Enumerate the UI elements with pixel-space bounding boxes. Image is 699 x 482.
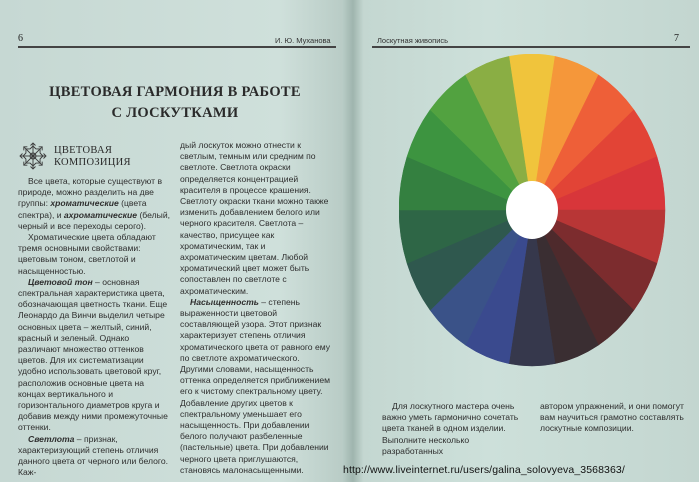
title-line-2: С ЛОСКУТКАМИ <box>111 105 239 121</box>
running-head: И. Ю. Муханова <box>275 36 331 45</box>
paragraph: Для лоскутного мастера очень важно уметь гармонично сочетать цвета тканей в одном изделии. Выполните несколько разработанных <box>382 401 519 456</box>
header-rule <box>18 46 336 48</box>
term-lightness: Светлота <box>28 433 75 444</box>
term-saturation: Насыщенность <box>190 296 259 307</box>
text: (белый, черный и все переходы серого). <box>18 209 171 231</box>
paragraph <box>18 434 170 479</box>
text: – признак, характеризующий степень отличия данного цвета от черного или белого. Каж- <box>18 433 168 478</box>
page-title <box>40 82 310 124</box>
text: Все цвета, которые существуют в природе, можно разделить на две группы: <box>18 176 163 209</box>
snowflake-ornament-icon <box>18 141 48 171</box>
text: – основная спектральная характеристика цвета, обозначающая цветность ткани. Еще Леонардо да Винчи выделил четыре основных цвета – желтый, синий, красный и зеленый. Однако различают множество оттенков цветов. Для их систематизации удобно использовать цветовой круг, расположив основные цвета на концах вертикального и горизонтального диаметров круга и добавив между ними промежуточные оттенки. <box>18 276 168 433</box>
color-wheel <box>399 54 669 372</box>
term-hue: Цветовой тон <box>28 276 93 287</box>
section-heading-line-2: КОМПОЗИЦИЯ <box>54 157 131 168</box>
wheel-center <box>506 181 558 239</box>
text: – степень выраженности цветовой составляющей узора. Этот признак характеризует степень отличия хроматического цвета от равного ему по светлоте ахроматического. Другими словами, насыщенность оттенка определяется приближением его к чистому спектральному цвету. Добавление других цветов к спектральному уменьшает его насыщенность. При добавлении белого получают разбеленные (пастельные) цвета. При добавлении черного цвета приглушаются, становясь малонасыщенными. <box>180 296 331 475</box>
paragraph <box>18 176 170 232</box>
text-column-3 <box>382 401 532 457</box>
running-head: Лоскутная живопись <box>377 36 449 45</box>
text-column-2 <box>180 140 332 476</box>
watermark-url: http://www.liveinternet.ru/users/galina_solovyeva_3568363/ <box>343 464 625 476</box>
title-line-1: ЦВЕТОВАЯ ГАРМОНИЯ В РАБОТЕ <box>49 84 301 100</box>
page-number: 6 <box>18 33 23 44</box>
term-chromatic: хроматические <box>50 198 119 209</box>
right-page <box>352 0 699 482</box>
text-column-1 <box>18 176 170 478</box>
section-heading-line-1: ЦВЕТОВАЯ <box>54 145 113 156</box>
paragraph <box>180 297 332 476</box>
term-achromatic: ахроматические <box>63 209 138 220</box>
paragraph: Хроматические цвета обладают тремя основными свойствами: цветовым тоном, светлотой и насыщенностью. <box>18 232 156 276</box>
text: (цвета спектра), и <box>18 198 147 220</box>
paragraph: автором упражнений, и они помогут вам научиться грамотно составлять лоскутные композиции. <box>540 401 684 434</box>
header-rule <box>372 46 690 48</box>
text-column-4 <box>540 401 690 435</box>
paragraph <box>18 277 170 434</box>
page-number: 7 <box>674 33 679 44</box>
section-heading <box>54 145 131 169</box>
paragraph: дый лоскуток можно отнести к светлым, темным или средним по светлоте. Светлота окраски определяется концентрацией красителя в процессе крашения. Светлоту окраски ткани можно также изменить добавлением белого или черного красителя. Светлота – качество, присущее как хроматическим, так и ахроматическим цветам. Любой хроматический цвет может быть сопоставлен по светлоте с ахроматическим. <box>180 140 329 296</box>
